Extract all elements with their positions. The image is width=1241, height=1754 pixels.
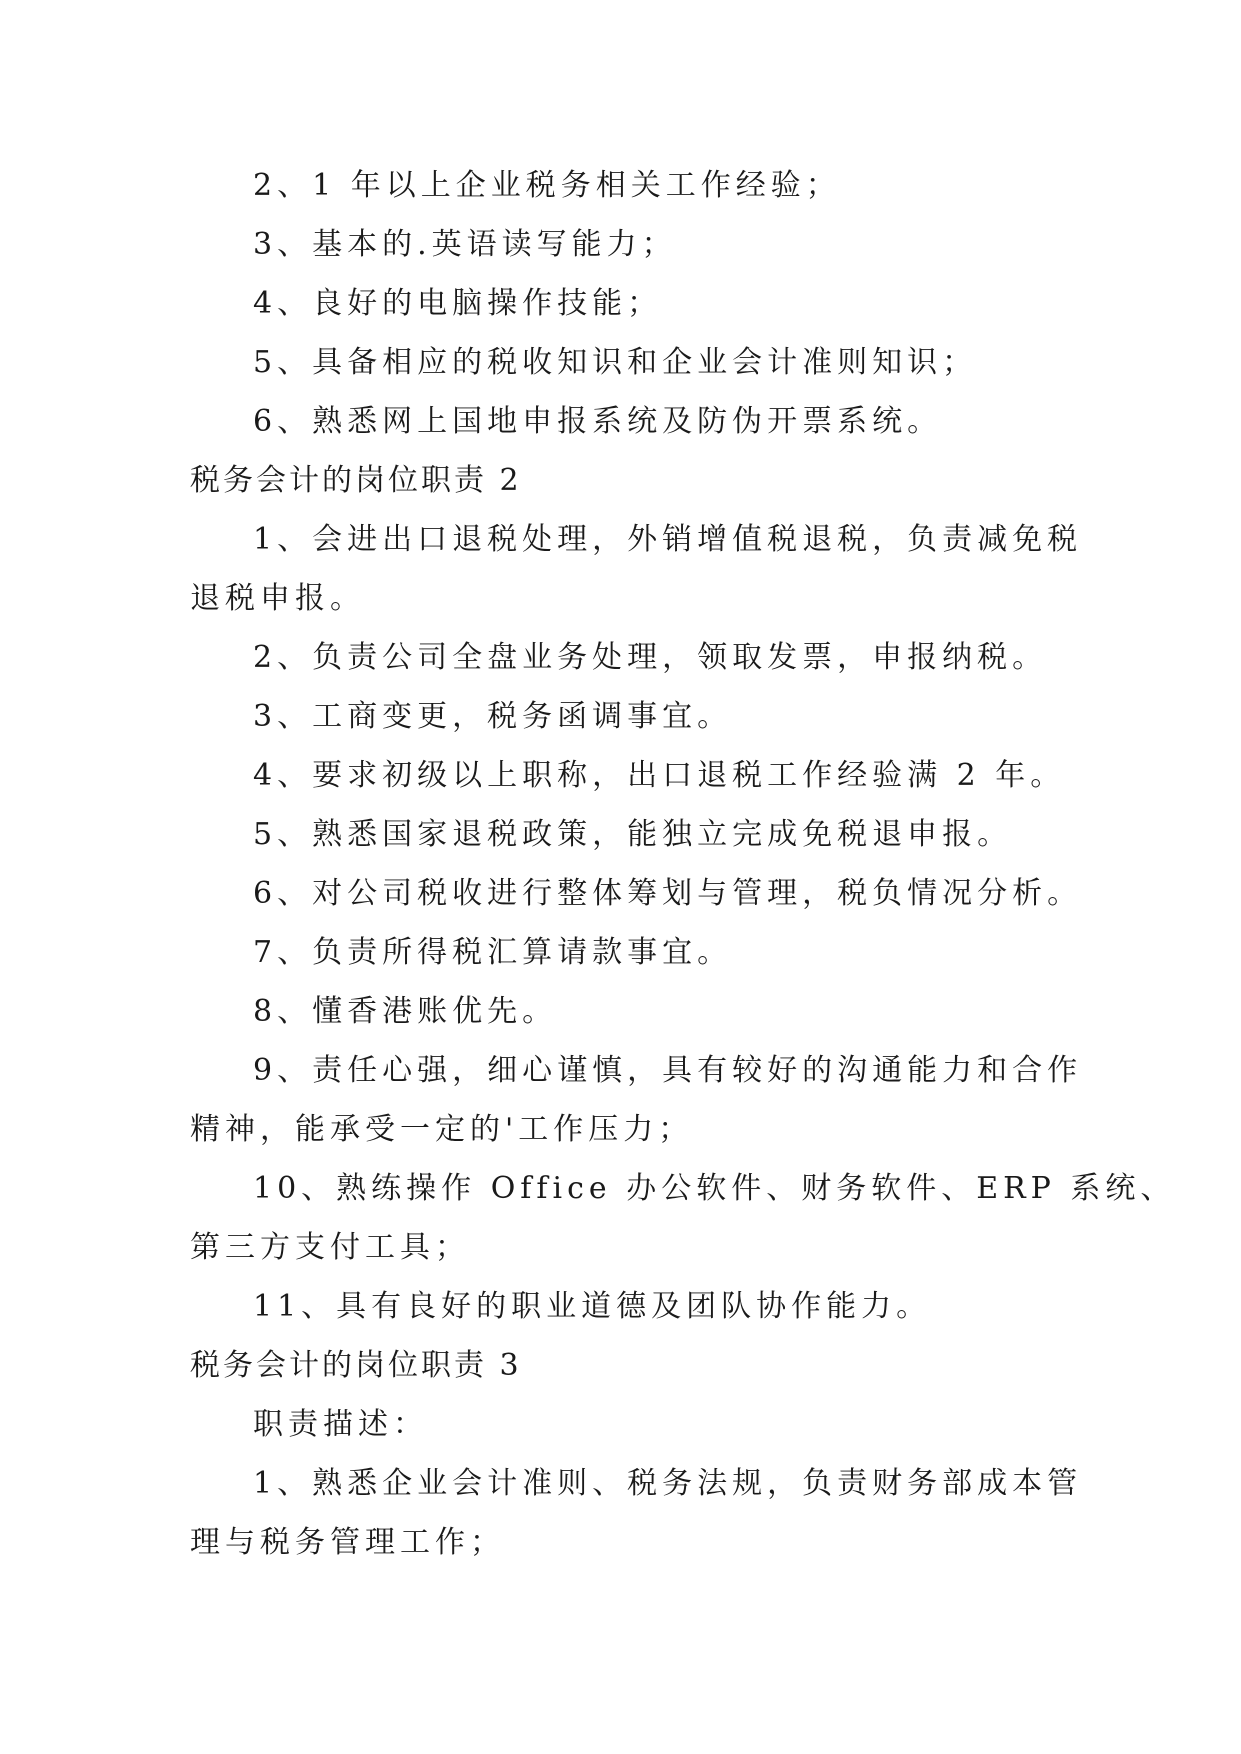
duty-line: 6、对公司税收进行整体筹划与管理，税负情况分析。 [253, 876, 1083, 911]
duty-line: 4、要求初级以上职称，出口退税工作经验满 2 年。 [253, 758, 1066, 793]
section-heading: 税务会计的岗位职责 3 [190, 1348, 522, 1383]
duty-line: 2、负责公司全盘业务处理，领取发票，申报纳税。 [253, 640, 1048, 675]
duty-line: 1、会进出口退税处理，外销增值税退税，负责减免税 [253, 522, 1083, 557]
requirement-line: 4、良好的电脑操作技能； [253, 286, 663, 321]
requirement-line: 5、具备相应的税收知识和企业会计准则知识； [253, 345, 978, 380]
duty-line: 9、责任心强，细心谨慎，具有较好的沟通能力和合作 [253, 1053, 1083, 1088]
duty-line: 8、懂香港账优先。 [253, 994, 558, 1029]
duty-line-continuation: 第三方支付工具； [190, 1230, 470, 1265]
subsection-label: 职责描述： [253, 1407, 428, 1442]
duty-line: 11、具有良好的职业道德及团队协作能力。 [253, 1289, 932, 1324]
requirement-line: 6、熟悉网上国地申报系统及防伪开票系统。 [253, 404, 943, 439]
requirement-line: 3、基本的.英语读写能力； [253, 227, 677, 262]
section-heading: 税务会计的岗位职责 2 [190, 463, 522, 498]
requirement-line: 2、1 年以上企业税务相关工作经验； [253, 168, 841, 203]
duty-line: 1、熟悉企业会计准则、税务法规，负责财务部成本管 [253, 1466, 1083, 1501]
duty-line: 5、熟悉国家退税政策，能独立完成免税退申报。 [253, 817, 1013, 852]
duty-line-continuation: 精神，能承受一定的'工作压力； [190, 1112, 694, 1147]
duty-line: 10、熟练操作 Office 办公软件、财务软件、ERP 系统、 [253, 1171, 1176, 1206]
duty-line-continuation: 理与税务管理工作； [190, 1525, 505, 1560]
duty-line-continuation: 退税申报。 [190, 581, 365, 616]
duty-line: 7、负责所得税汇算请款事宜。 [253, 935, 733, 970]
duty-line: 3、工商变更，税务函调事宜。 [253, 699, 733, 734]
